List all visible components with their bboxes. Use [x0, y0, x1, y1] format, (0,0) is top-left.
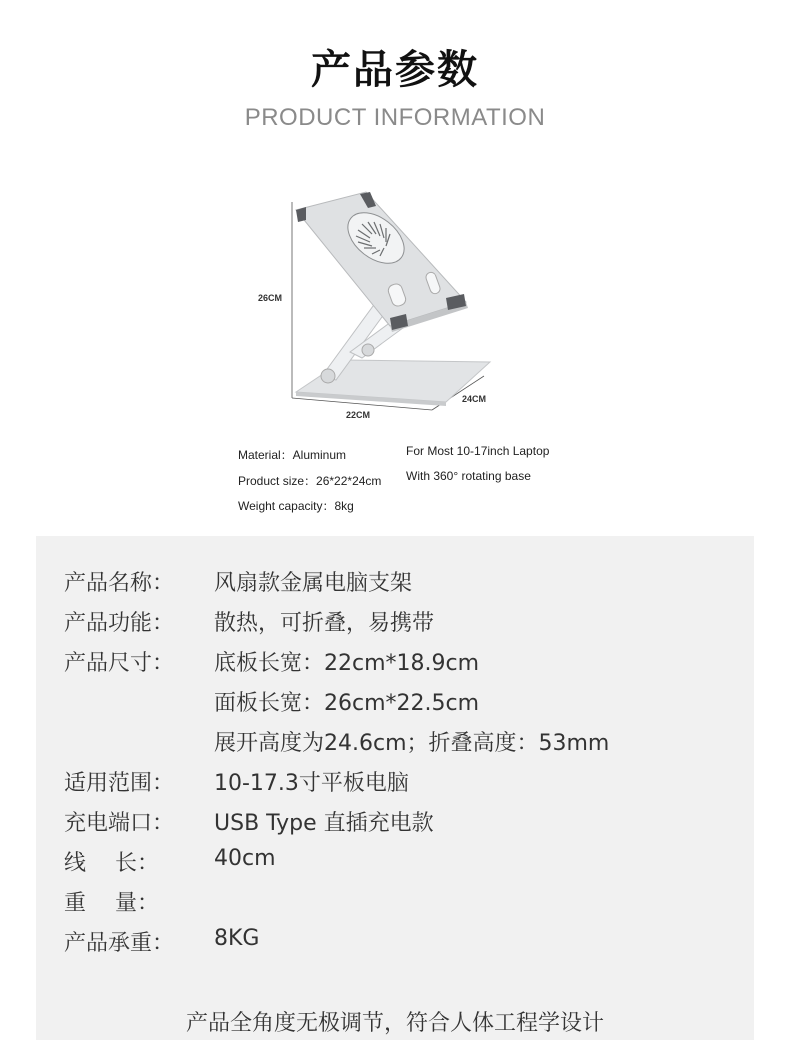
param-value: 8KG [214, 926, 260, 951]
param-value: 面板长宽：26cm*22.5cm [214, 691, 480, 716]
param-value: 底板长宽：22cm*18.9cm [214, 651, 480, 676]
spec-weight-capacity: Weight capacity：8kg [238, 499, 354, 513]
param-value: 风扇款金属电脑支架 [214, 571, 413, 596]
laptop-stand-illustration [240, 180, 540, 430]
spec-rotating-base: With 360° rotating base [406, 469, 531, 483]
param-value: 40cm [214, 846, 276, 871]
param-key: 充电端口： [64, 811, 175, 836]
laptop-stand-drawing [240, 180, 540, 430]
spec-material: Material：Aluminum [238, 448, 347, 462]
param-value: 展开高度为24.6cm；折叠高度：53mm [214, 731, 610, 756]
param-key: 线 长： [64, 851, 159, 876]
param-key: 重 量： [64, 891, 159, 916]
footer-tagline: 产品全角度无极调节，符合人体工程学设计 [185, 1011, 604, 1036]
spec-product-size: Product size：26*22*24cm [238, 474, 382, 488]
param-key: 产品承重： [64, 931, 175, 956]
param-key: 适用范围： [64, 771, 175, 796]
parameter-panel [36, 536, 754, 1040]
param-value: 散热，可折叠，易携带 [214, 611, 435, 636]
height-dimension-label: 26CM [258, 293, 283, 303]
spec-laptop-fit: For Most 10-17inch Laptop [406, 444, 550, 458]
page-title: 产品参数 [311, 47, 479, 93]
param-key: 产品尺寸： [64, 651, 175, 676]
width-dimension-label: 22CM [346, 410, 371, 420]
param-key: 产品功能： [64, 611, 175, 636]
page-subtitle: PRODUCT INFORMATION [244, 104, 546, 131]
param-value: USB Type 直插充电款 [214, 811, 434, 836]
param-key: 产品名称： [64, 571, 175, 596]
param-value: 10-17.3寸平板电脑 [214, 771, 409, 796]
depth-dimension-label: 24CM [462, 394, 487, 404]
